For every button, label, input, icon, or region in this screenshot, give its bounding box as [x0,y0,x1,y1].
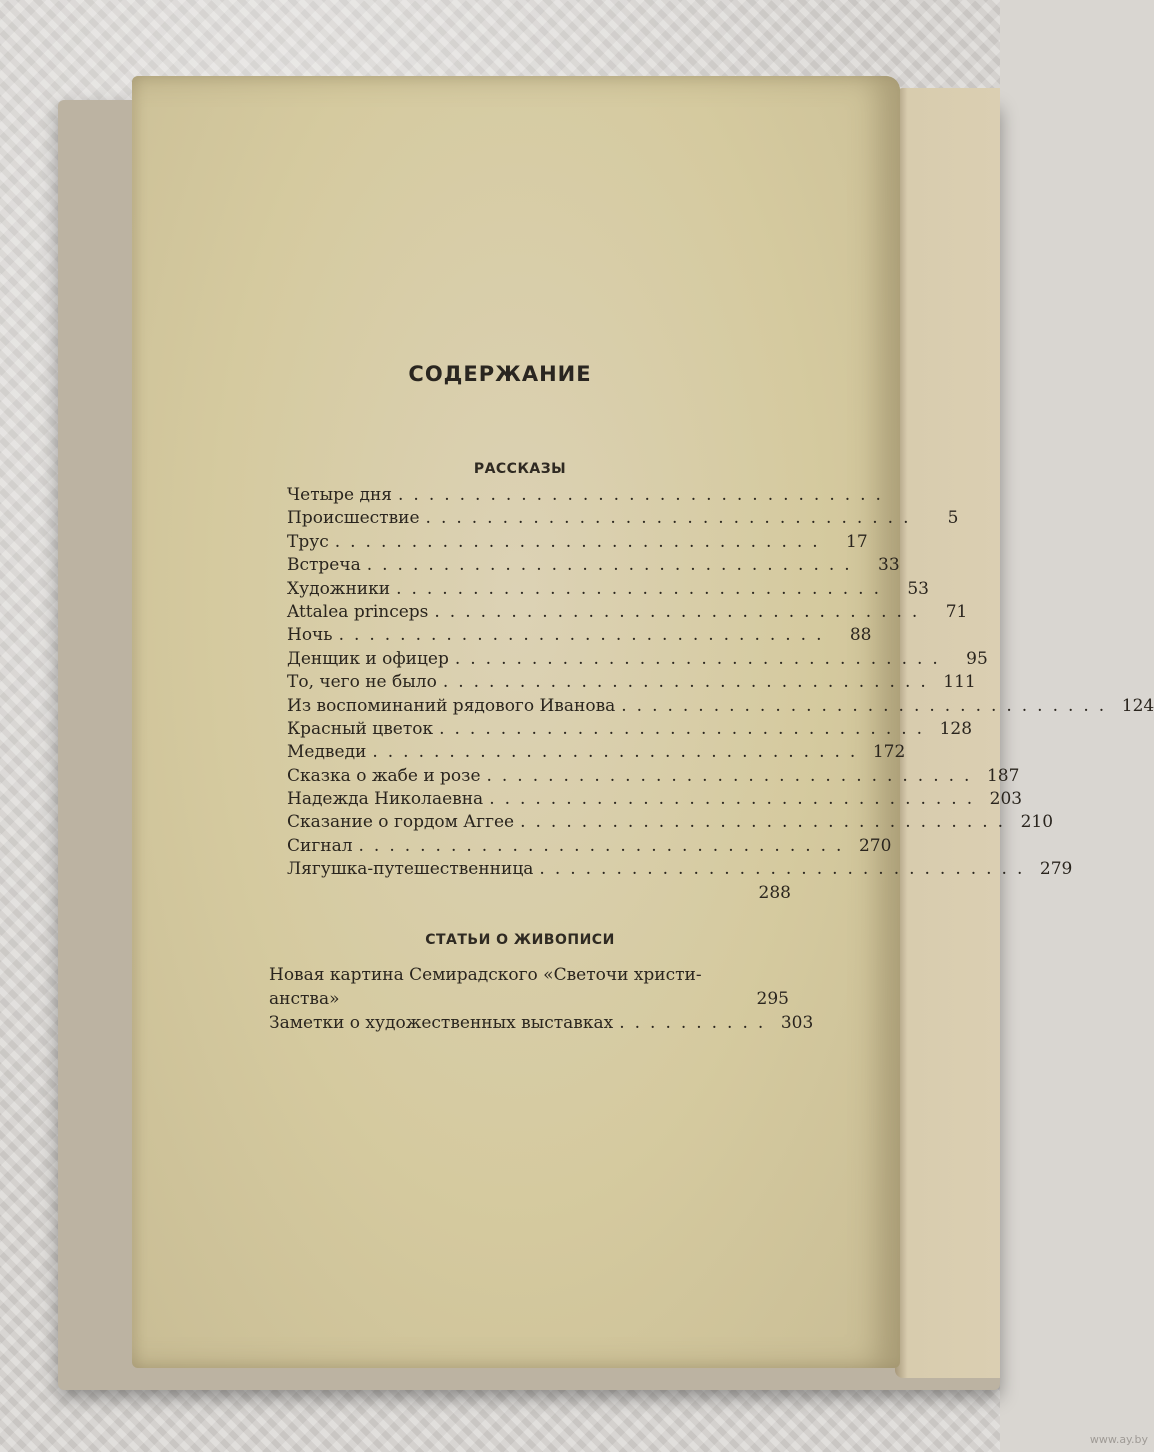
leader-dots: ................................ [442,672,936,693]
section-heading-stories: РАССКАЗЫ [473,461,567,477]
toc-entry [287,578,929,601]
toc-entry [287,858,1073,881]
leader-dots: ................................ [520,812,1014,833]
entry-page: 71 [945,601,968,622]
toc-entry [269,987,789,1011]
toc-entry [287,718,973,741]
entry-page: 124 [1121,695,1154,716]
entry-title: Трус [287,531,329,552]
toc-entry [287,811,1054,834]
entry-title: Лягушка-путешественница [287,859,534,880]
toc-entry-line1: Новая картина Семирадского «Светочи христи- [269,965,702,985]
leader-dots: ................................ [454,648,948,669]
entry-title: Attalea princeps [287,601,429,622]
entry-page: 111 [943,672,976,693]
toc-entry [287,531,868,554]
leader-dots: ................................ [486,765,980,786]
toc-entry [287,765,1020,788]
entry-title: Из воспоминаний рядового Иванова [287,695,616,716]
entry-page: 203 [989,789,1023,810]
entry-title: Происшествие [287,508,420,529]
toc-entry [287,601,968,624]
leader-dots: ................................ [621,695,1115,716]
entry-title: Ночь [287,625,333,646]
entry-page: 128 [939,718,973,739]
leader-dots: ................................ [338,625,832,646]
toc-entry [287,788,1023,811]
entry-page: 95 [966,648,988,669]
leader-dots: ................................ [434,601,928,622]
entry-page: 88 [849,625,872,646]
toc-entry [287,741,906,764]
entry-page: 17 [846,531,868,552]
entry-page: 5 [947,508,959,529]
toc-entry [287,882,791,905]
entry-title: Сказание о гордом Аггее [287,812,515,833]
toc-entry [287,671,976,694]
entry-page: 303 [780,1013,814,1033]
toc-entry [269,1011,814,1035]
entry-title: Художники [287,578,391,599]
entry-title: Денщик и офицер [287,648,449,669]
entry-title: Заметки о художественных выставках [269,1013,614,1033]
leader-dots: ................................ [439,718,933,739]
entry-page: 288 [758,882,791,903]
entry-title: Медведи [287,742,367,763]
leader-dots: ................................ [372,742,866,763]
leader-dots: ................................ [489,789,983,810]
toc-articles [269,963,814,1035]
entry-title: То, чего не было [287,672,437,693]
entry-title: Сказка о жабе и розе [287,765,481,786]
toc-entry [287,554,900,577]
watermark: www.ay.by [1089,1433,1148,1446]
entry-title: Сигнал [287,835,353,856]
toc-entry [287,624,872,647]
section-heading-articles: СТАТЬИ О ЖИВОПИСИ [425,932,615,948]
leader-dots: ................................ [398,485,891,505]
toc-stories [287,484,1154,905]
entry-page: 172 [872,742,906,763]
entry-title: Четыре дня [287,485,393,505]
toc-entry [287,507,959,530]
entry-page: 295 [756,989,789,1009]
entry-title: Надежда Николаевна [287,789,484,810]
entry-title: Встреча [287,555,361,576]
toc-entry [287,835,892,858]
leader-dots: ................................ [358,835,852,856]
leader-dots: ................................ [396,578,889,599]
leader-dots: ................................ [425,508,919,529]
entry-page: 210 [1020,812,1054,833]
leader-dots: ................................ [539,859,1033,880]
entry-page: 33 [878,555,900,576]
leader-dots: ................................ [334,531,828,552]
entry-page: 187 [986,765,1020,786]
leader-dots: .......... [619,1013,774,1033]
entry-page: 279 [1039,859,1073,880]
toc-entry [287,484,891,507]
leader-dots: ................................ [366,555,860,576]
toc-entry [287,648,988,671]
entry-title: анства» [269,989,340,1009]
page-title: СОДЕРЖАНИЕ [408,362,592,386]
entry-page: 270 [858,835,892,856]
entry-page: 53 [907,578,929,599]
toc-entry [287,695,1154,718]
entry-title: Красный цветок [287,718,434,739]
